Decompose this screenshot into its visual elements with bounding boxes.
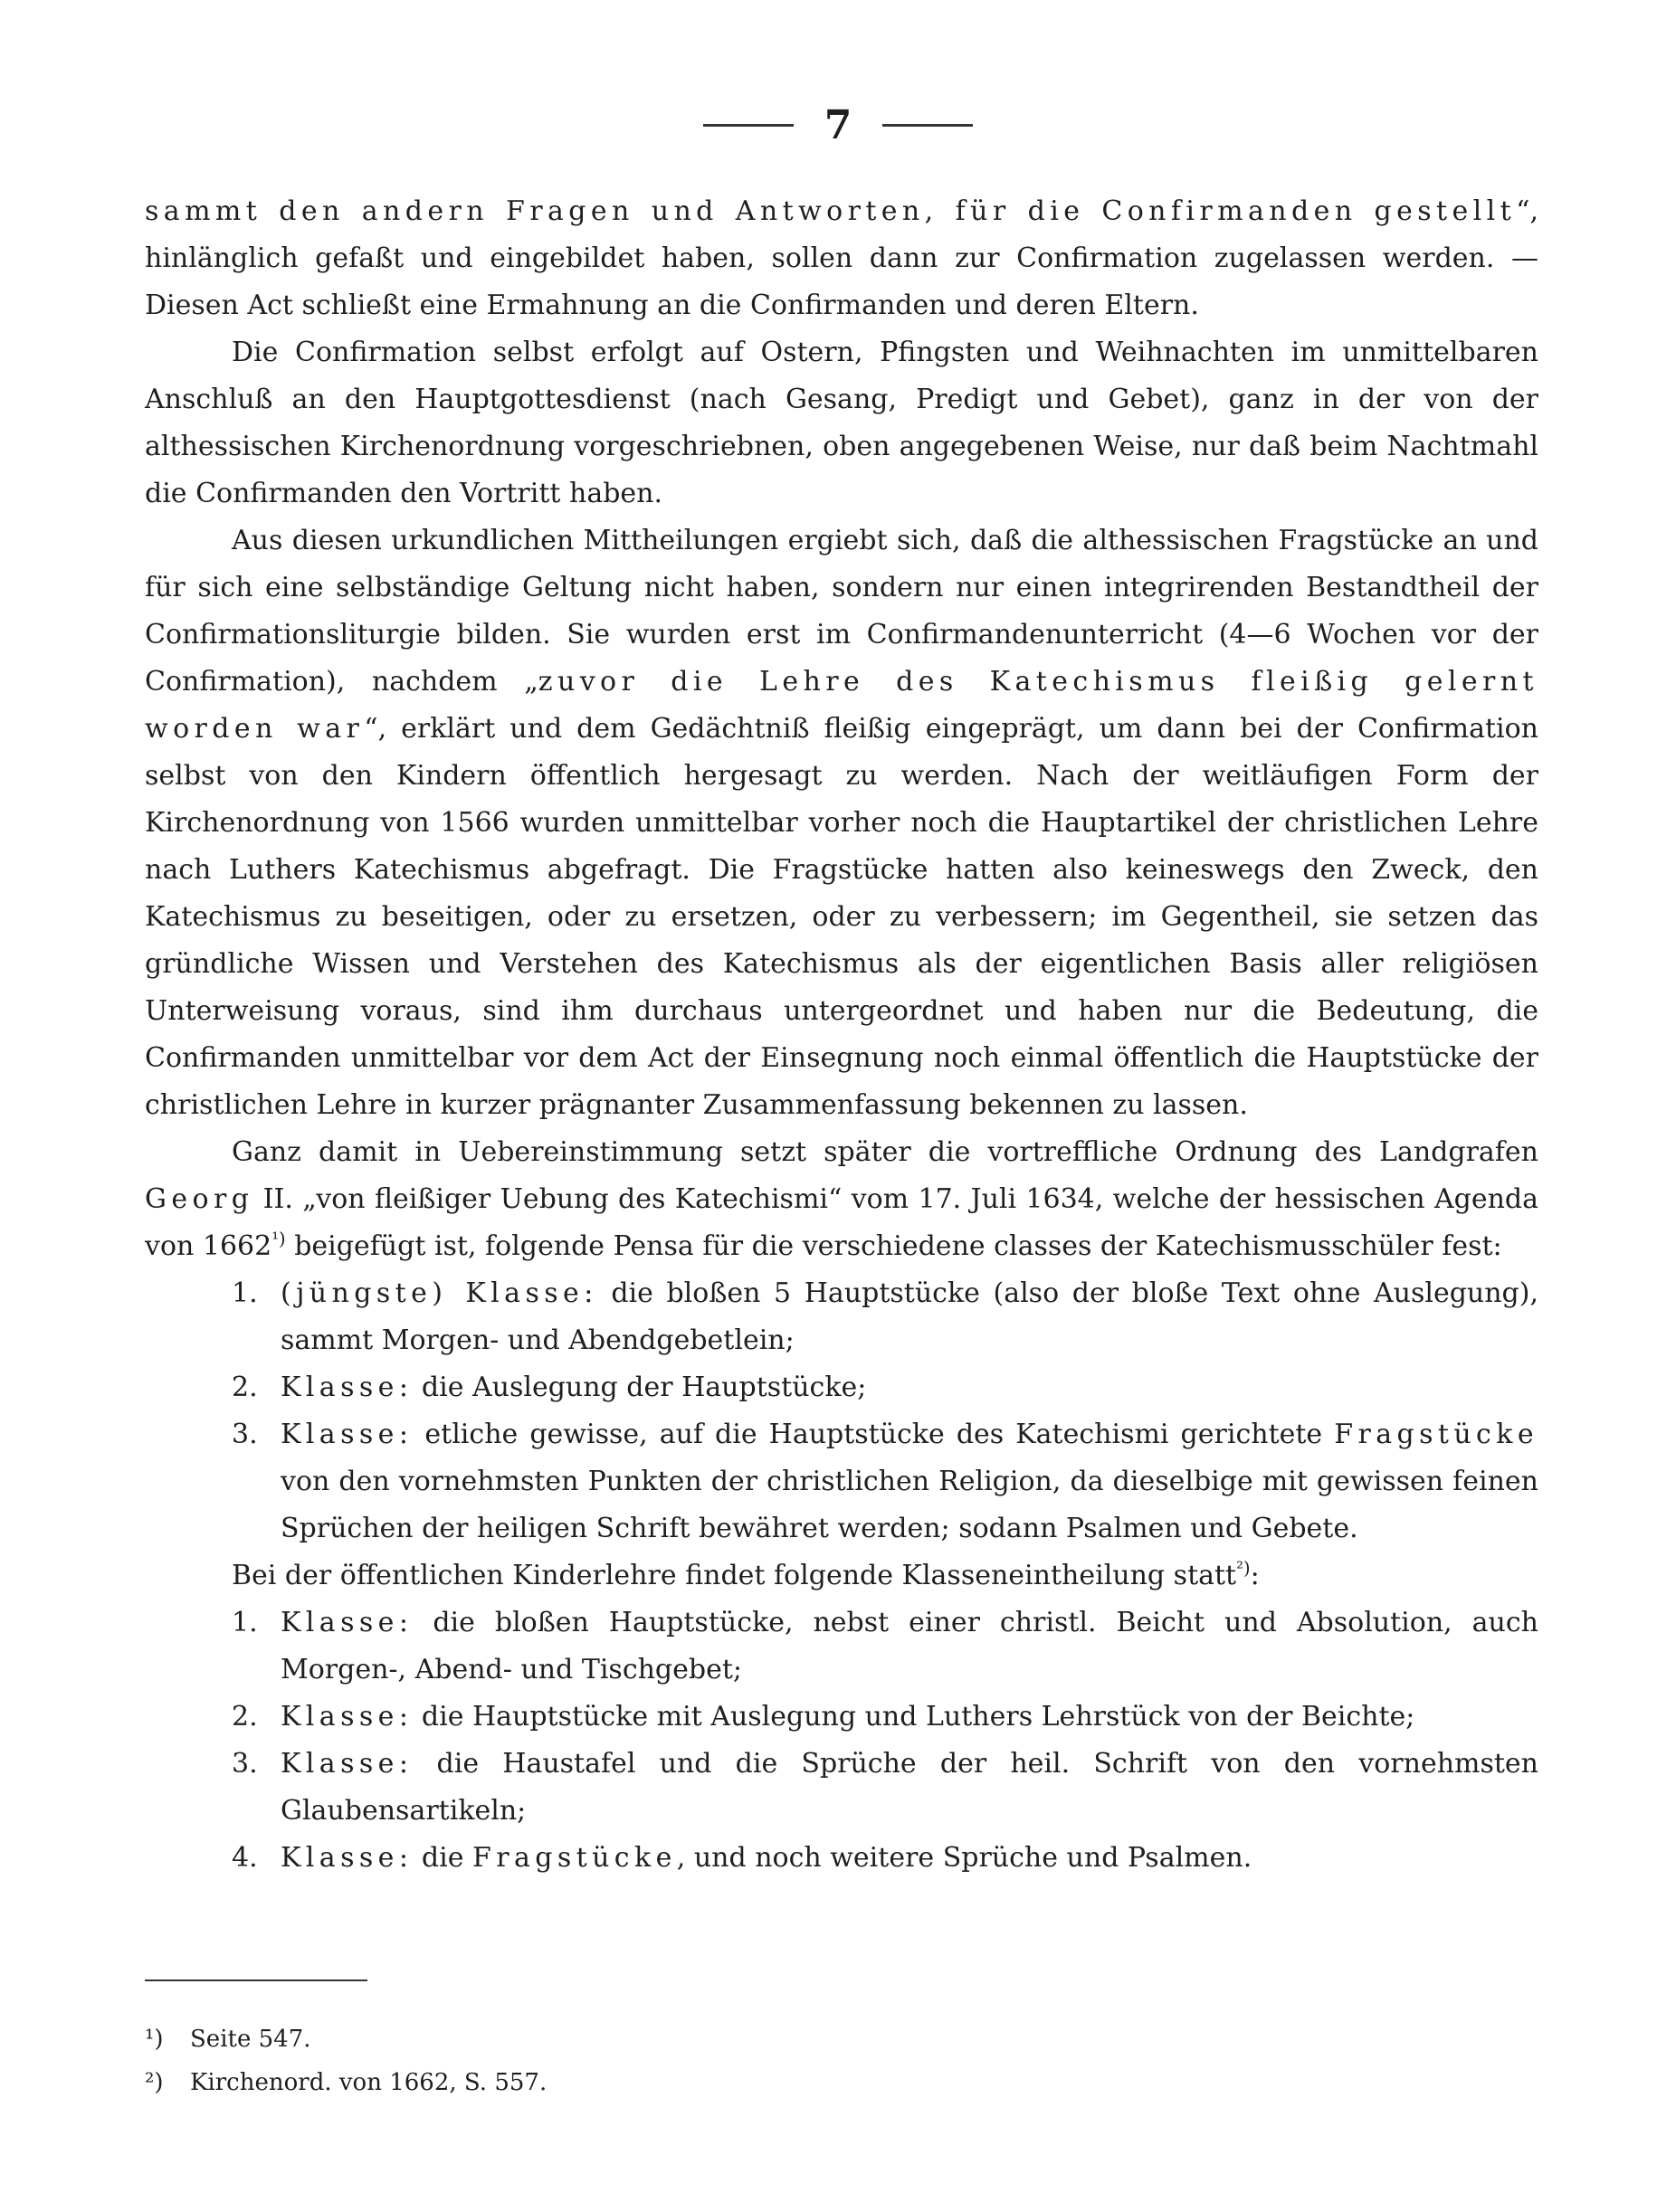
text-run: die bloßen 5 Hauptstücke (also der bloße Text ohne Auslegung), sammt Morgen- und Abendgebetlein; [281,1277,1538,1356]
footnote-1 [145,2017,1538,2061]
footnotes [145,1979,1538,2104]
list-item [145,1270,1538,1364]
class-list-2 [145,1600,1538,1882]
list-number: 4. [232,1842,258,1874]
text-run: Aus diesen urkundlichen Mittheilungen ergiebt sich, daß die althessischen Fragstücke an und für sich eine selbständige Geltung nicht haben, sondern nur einen integrirenden Bestandtheil der Confirmationsliturgie bilden. Sie wurden erst im Confirmandenunterricht (4—6 Wochen vor der Confirmation), nachdem „ [145,525,1538,698]
text-run: die Auslegung der Hauptstücke; [413,1372,867,1403]
list-number: 2. [232,1372,258,1403]
list-item [145,1694,1538,1741]
text-run: etliche gewisse, auf die Hauptstücke des Katechismi gerichtete [413,1419,1335,1450]
list-number: 3. [232,1419,258,1450]
text-run: von den vornehmsten Punkten der christlichen Religion, da dieselbige mit gewissen feinen Sprüchen der heiligen Schrift bewähret werden; sodann Psalmen und Gebete. [281,1466,1538,1544]
spaced-text: Klasse: [281,1607,414,1638]
paragraph-5 [145,1552,1538,1600]
body-text [145,188,1538,1882]
spaced-text: Klasse: [281,1419,414,1450]
text-run: die Hauptstücke mit Auslegung und Luthers Lehrstück von der Beichte; [413,1701,1415,1733]
spaced-text: (jüngste) Klasse: [281,1277,598,1309]
spaced-text: Klasse: [281,1372,414,1403]
text-run: II. „von fleißiger Uebung des Katechismi“ vom 17. Juli 1634, welche der hessischen Agenda von 1662 [145,1183,1538,1262]
footnote-text: Seite 547. [190,2026,311,2053]
spaced-text: Klasse: [281,1701,414,1733]
list-number: 1. [232,1607,258,1638]
list-item [145,1364,1538,1411]
class-list-1 [145,1270,1538,1552]
footnote-marker: ¹) [145,2026,164,2053]
footnote-ref: ²) [1236,1558,1251,1579]
footnote-marker: ²) [145,2069,164,2096]
text-run: : [1250,1560,1260,1591]
footnote-separator [145,1979,367,1981]
list-number: 2. [232,1701,258,1733]
paragraph-2: Die Confirmation selbst erfolgt auf Ostern, Pfingsten und Weihnachten im unmittelbaren Anschluß an den Hauptgottesdienst (nach Gesang, Predigt und Gebet), ganz in der von der althessischen Kirchenordnung vorgeschriebnen, oben angegebenen Weise, nur daß beim Nachtmahl die Confirmanden den Vortritt haben. [145,337,1538,509]
spaced-text: sammt den andern Fragen und Antworten, für die Confirmanden ge [145,195,1418,227]
list-number: 1. [232,1277,258,1309]
text-run: “, hinlänglich gefaßt und eingebildet haben, sollen dann zur Confirmation zugelassen werden. — Diesen Act schließt eine Ermahnung an die Confirmanden und deren Eltern. [145,195,1538,321]
footnote-ref: ¹) [271,1229,286,1249]
list-number: 3. [232,1748,258,1780]
text-run: die bloßen Hauptstücke, nebst einer christl. Beicht und Absolution, auch Morgen-, Abend- und Tischgebet; [281,1607,1538,1685]
footnote-2 [145,2061,1538,2104]
header-rule-right [882,124,973,127]
spaced-text: Klasse: [281,1748,414,1780]
paragraph-1 [145,188,1538,329]
spaced-text: Klasse: [281,1842,414,1874]
list-item [145,1741,1538,1835]
list-item [145,1600,1538,1694]
paragraph-3 [145,517,1538,1129]
list-item [145,1835,1538,1882]
text-run: beigefügt ist, folgende Pensa für die verschiedene classes der Katechismusschüler fest: [285,1230,1502,1262]
spaced-text: Fragstücke [1334,1419,1538,1450]
page-header [0,98,1676,152]
page-number: 7 [824,101,852,148]
list-item [145,1411,1538,1552]
text-run: , und noch weitere Sprüche und Psalmen. [676,1842,1252,1874]
spaced-text: Georg [145,1183,254,1215]
footnote-text: Kirchenord. von 1662, S. 557. [190,2069,548,2096]
paragraph-4 [145,1129,1538,1270]
text-run: Bei der öffentlichen Kinderlehre findet folgende Klasseneintheilung statt [232,1560,1237,1591]
text-run: die [413,1842,472,1874]
text-run: die Haustafel und die Sprüche der heil. Schrift von den vornehmsten Glaubensartikeln; [281,1748,1538,1827]
spaced-text: stellt [1417,195,1517,227]
spaced-text: zuvor die Lehre des Katechismus fleißig gelernt worden war [145,666,1538,745]
spaced-text: Fragstücke [471,1842,677,1874]
text-run: “, erklärt und dem Gedächtniß fleißig eingeprägt, um dann bei der Confirmation selbst von den Kindern öffentlich hergesagt zu werden. Nach der weitläufigen Form der Kirchenordnung von 1566 wurden unmittelbar vorher noch die Hauptartikel der christlichen Lehre nach Luthers Katechismus abgefragt. Die Fragstücke hatten also keineswegs den Zweck, den Katechismus zu beseitigen, oder zu ersetzen, oder zu verbessern; im Gegentheil, sie setzen das gründliche Wissen und Verstehen des Katechismus als der eigentlichen Basis aller religiösen Unterweisung voraus, sind ihm durchaus untergeordnet und haben nur die Bedeutung, die Confirmanden unmittelbar vor dem Act der Einsegnung noch einmal öffentlich die Hauptstücke der christlichen Lehre in kurzer prägnanter Zusammenfassung bekennen zu lassen. [145,713,1538,1121]
header-rule-left [703,124,794,127]
text-run: Ganz damit in Uebereinstimmung setzt später die vortreffliche Ordnung des Landgrafen [232,1136,1538,1168]
